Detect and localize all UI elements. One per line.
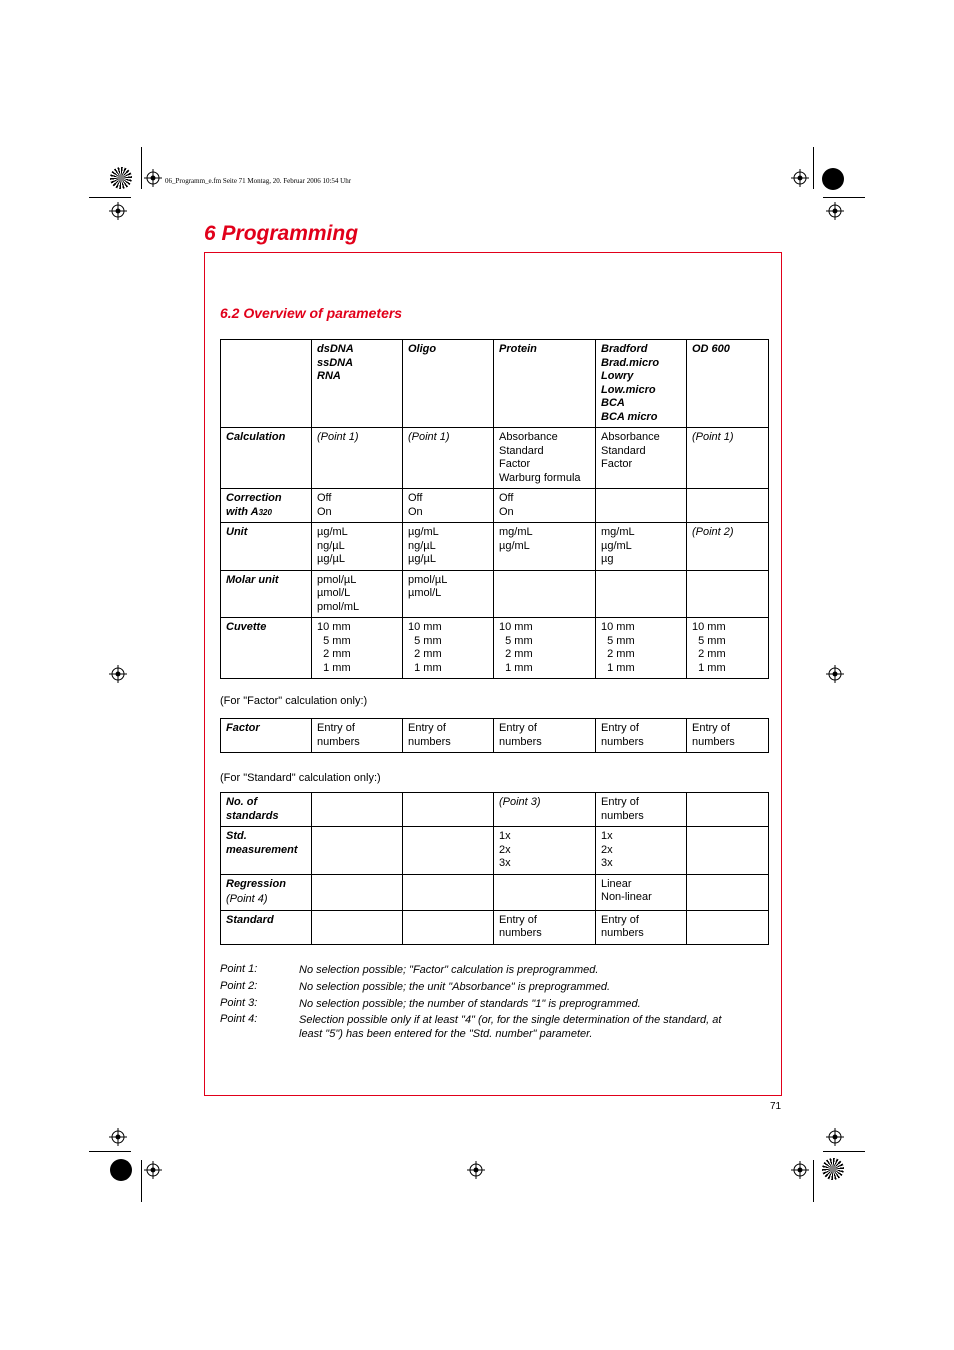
table-cell: 10 mm 5 mm 2 mm 1 mm — [403, 618, 494, 679]
row-header: Regression (Point 4) — [221, 874, 312, 910]
registration-disc-icon — [110, 167, 132, 189]
crop-mark — [823, 1151, 865, 1152]
footnote — [220, 980, 740, 996]
row-header: Factor — [221, 719, 312, 753]
print-header: 06_Programm_e.fm Seite 71 Montag, 20. Februar 2006 10:54 Uhr — [165, 177, 352, 185]
crop-mark — [141, 1160, 142, 1202]
column-header: Protein — [494, 340, 596, 428]
table-cell: 10 mm 5 mm 2 mm 1 mm — [687, 618, 769, 679]
registration-mark-icon — [109, 1128, 127, 1146]
table-cell: Entry of numbers — [312, 719, 403, 753]
table-row — [221, 618, 769, 679]
footnote — [220, 963, 740, 979]
table-cell — [312, 910, 403, 944]
table-cell — [403, 874, 494, 910]
standard-table — [220, 792, 769, 945]
footnote — [220, 1013, 740, 1043]
registration-mark-icon — [826, 1128, 844, 1146]
table-cell — [312, 827, 403, 875]
table-cell: µg/mL ng/µL µg/µL — [403, 523, 494, 571]
footnote-label: Point 1: — [220, 963, 258, 975]
table-cell — [687, 910, 769, 944]
footnote — [220, 997, 740, 1013]
column-header: Oligo — [403, 340, 494, 428]
table-row — [221, 910, 769, 944]
row-header: Standard — [221, 910, 312, 944]
footnote-text: No selection possible; the unit "Absorbance" is preprogrammed. — [299, 981, 611, 993]
table-cell: Entry of numbers — [596, 793, 687, 827]
table-cell: µg/mL ng/µL µg/µL — [312, 523, 403, 571]
standard-note: (For "Standard" calculation only:) — [220, 772, 381, 784]
table-cell: Linear Non-linear — [596, 874, 687, 910]
row-header: Std. measurement — [221, 827, 312, 875]
table-row — [221, 874, 769, 910]
crop-mark — [813, 1160, 814, 1202]
table-cell — [596, 489, 687, 523]
registration-mark-icon — [109, 665, 127, 683]
table-cell: pmol/µL µmol/L pmol/mL — [312, 570, 403, 618]
table-row — [221, 428, 769, 489]
registration-mark-icon — [791, 169, 809, 187]
column-header: Bradford Brad.micro Lowry Low.micro BCA BCA micro — [596, 340, 687, 428]
table-cell: Off On — [494, 489, 596, 523]
column-header: OD 600 — [687, 340, 769, 428]
crop-mark — [141, 147, 142, 189]
table-cell: Entry of numbers — [596, 910, 687, 944]
table-cell — [312, 874, 403, 910]
crop-mark — [89, 1151, 131, 1152]
registration-disc-icon — [822, 1158, 844, 1180]
table-row — [221, 489, 769, 523]
row-header: Calculation — [221, 428, 312, 489]
table-cell: mg/mL µg/mL — [494, 523, 596, 571]
table-cell: 1x 2x 3x — [596, 827, 687, 875]
table-cell — [687, 793, 769, 827]
table-cell: 10 mm 5 mm 2 mm 1 mm — [596, 618, 687, 679]
section-title: 6.2 Overview of parameters — [220, 305, 403, 321]
table-row — [221, 719, 769, 753]
registration-mark-icon — [109, 202, 127, 220]
table-cell: Entry of numbers — [687, 719, 769, 753]
table-cell — [494, 874, 596, 910]
footnote-text: No selection possible; "Factor" calculation is preprogrammed. — [299, 964, 599, 976]
factor-table — [220, 718, 769, 753]
table-cell: mg/mL µg/mL µg — [596, 523, 687, 571]
footnote-text: No selection possible; the number of standards "1" is preprogrammed. — [299, 998, 641, 1010]
table-cell — [312, 793, 403, 827]
chapter-title: 6 Programming — [204, 222, 359, 245]
table-cell — [596, 570, 687, 618]
row-header: Molar unit — [221, 570, 312, 618]
footnote-label: Point 2: — [220, 980, 258, 992]
footnote-label: Point 3: — [220, 997, 258, 1009]
table-cell — [403, 910, 494, 944]
table-cell — [687, 874, 769, 910]
corner-cell — [221, 340, 312, 428]
table-cell: (Point 3) — [494, 793, 596, 827]
table-row — [221, 793, 769, 827]
row-header: Correction with A320 — [221, 489, 312, 523]
table-cell — [403, 827, 494, 875]
table-cell: Entry of numbers — [596, 719, 687, 753]
table-cell: Off On — [403, 489, 494, 523]
footnote-text: Selection possible only if at least "4" (or, for the single determination of the standard, at least "5") has been entered for the "Std. number" parameter. — [299, 1014, 722, 1040]
table-cell — [494, 570, 596, 618]
table-cell: Off On — [312, 489, 403, 523]
factor-note: (For "Factor" calculation only:) — [220, 695, 368, 707]
row-header: Unit — [221, 523, 312, 571]
row-header: No. of standards — [221, 793, 312, 827]
row-header: Cuvette — [221, 618, 312, 679]
table-header-row — [221, 340, 769, 428]
table-cell — [687, 827, 769, 875]
table-cell: (Point 1) — [687, 428, 769, 489]
parameter-table — [220, 339, 769, 679]
table-cell — [687, 570, 769, 618]
registration-mark-icon — [826, 665, 844, 683]
registration-mark-icon — [144, 1161, 162, 1179]
table-cell — [687, 489, 769, 523]
registration-mark-icon — [467, 1161, 485, 1179]
table-cell: (Point 1) — [403, 428, 494, 489]
table-row — [221, 523, 769, 571]
crop-mark — [823, 197, 865, 198]
table-cell: Entry of numbers — [494, 910, 596, 944]
crop-mark — [813, 147, 814, 189]
registration-mark-icon — [826, 202, 844, 220]
registration-mark-icon — [144, 169, 162, 187]
registration-mark-icon — [791, 1161, 809, 1179]
table-cell: 10 mm 5 mm 2 mm 1 mm — [312, 618, 403, 679]
table-cell: Entry of numbers — [403, 719, 494, 753]
table-cell: Absorbance Standard Factor — [596, 428, 687, 489]
registration-disc-icon — [110, 1159, 132, 1181]
table-cell: (Point 1) — [312, 428, 403, 489]
column-header: dsDNA ssDNA RNA — [312, 340, 403, 428]
table-cell — [403, 793, 494, 827]
footnote-label: Point 4: — [220, 1013, 258, 1025]
table-cell: pmol/µL µmol/L — [403, 570, 494, 618]
crop-mark — [89, 197, 131, 198]
table-cell: Absorbance Standard Factor Warburg formula — [494, 428, 596, 489]
table-cell: 1x 2x 3x — [494, 827, 596, 875]
table-row — [221, 570, 769, 618]
table-cell: 10 mm 5 mm 2 mm 1 mm — [494, 618, 596, 679]
table-cell: (Point 2) — [687, 523, 769, 571]
table-row — [221, 827, 769, 875]
registration-disc-icon — [822, 168, 844, 190]
table-cell: Entry of numbers — [494, 719, 596, 753]
page-number: 71 — [770, 1101, 782, 1112]
